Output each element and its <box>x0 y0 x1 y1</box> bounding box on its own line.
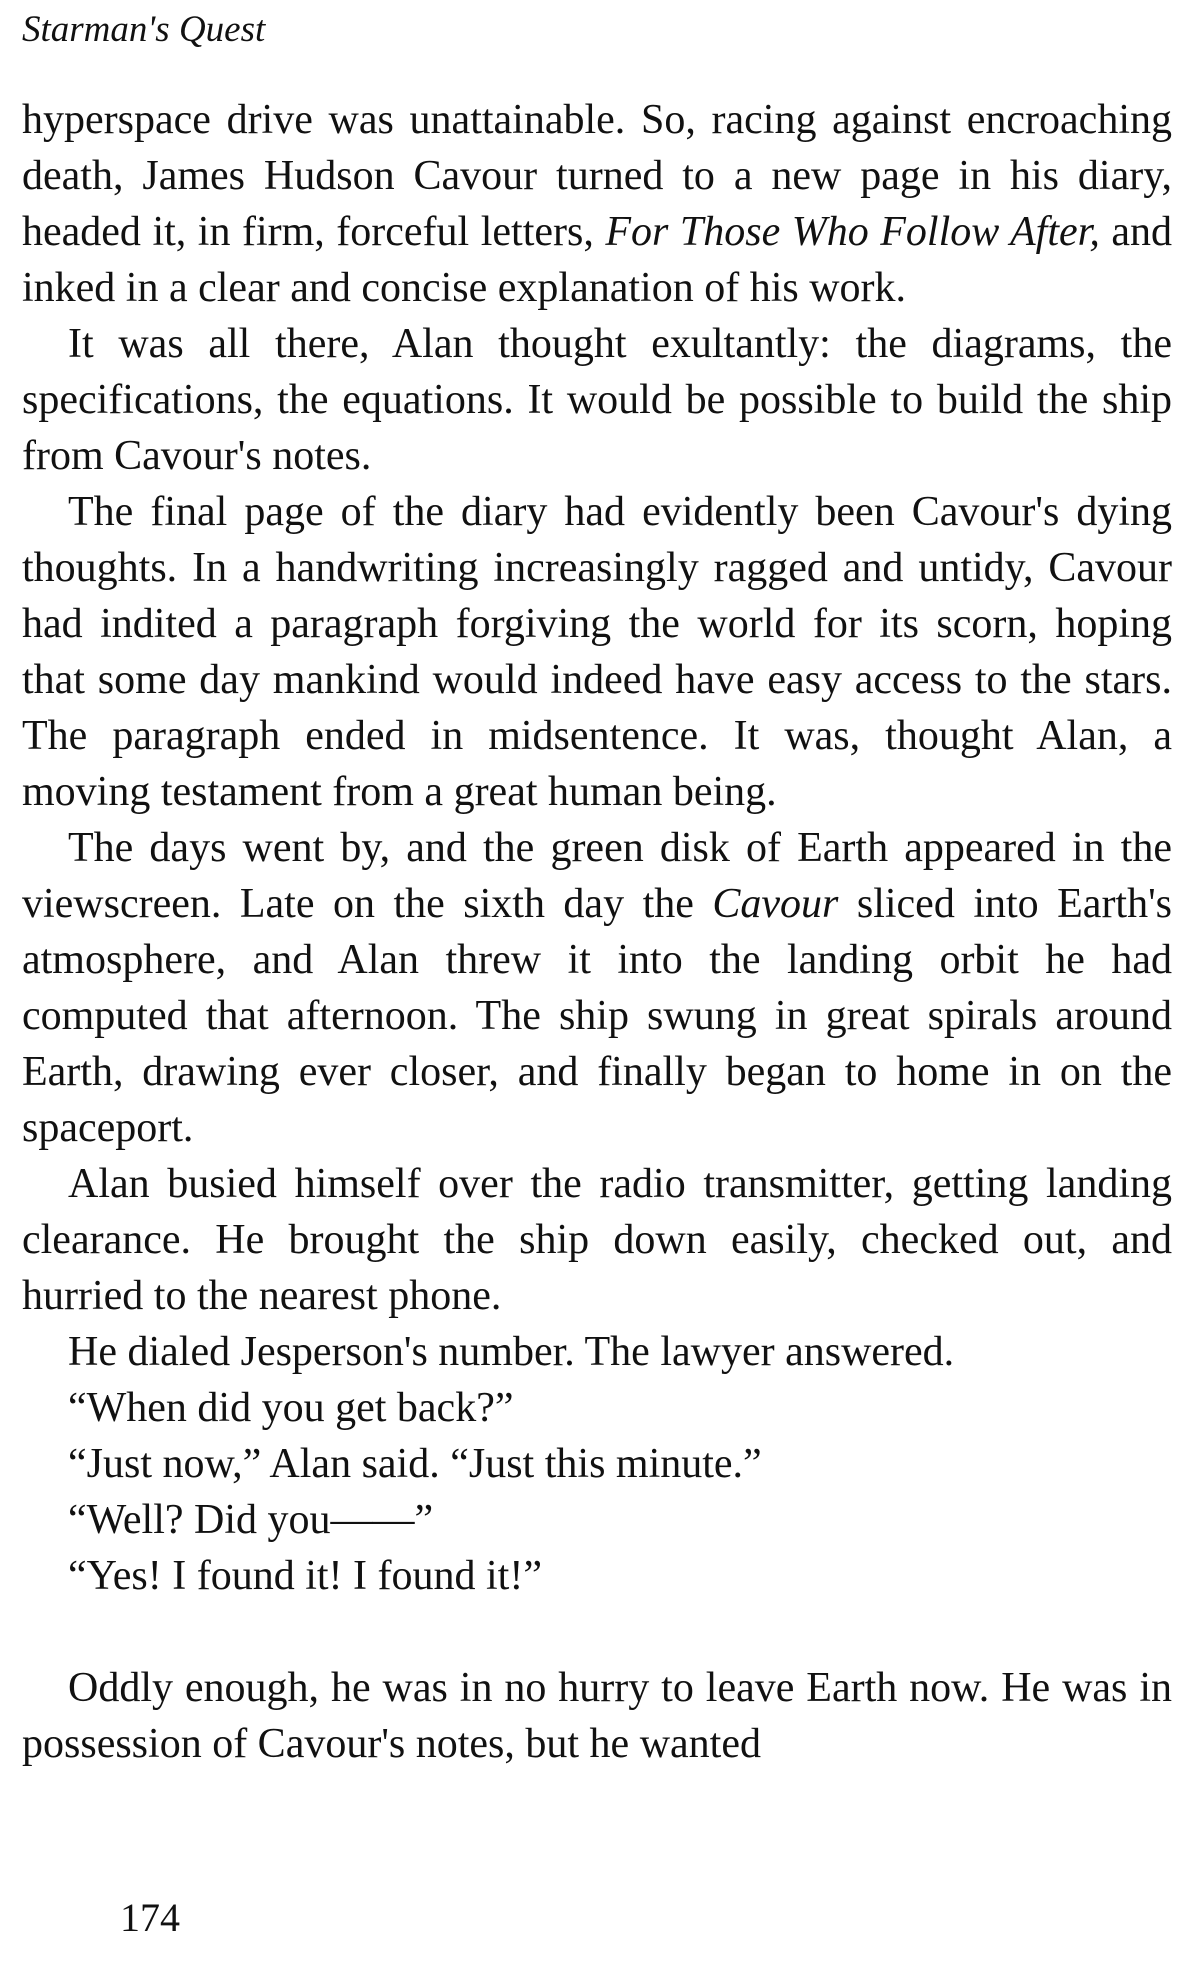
paragraph-2: It was all there, Alan thought exultantly: the diagrams, the specifications, the equations. It would be possible to build the ship from Cavour's notes. <box>22 321 1172 479</box>
dialogue-line-3: “Well? Did you——” <box>68 1497 434 1543</box>
paragraph-final: Oddly enough, he was in no hurry to leave Earth now. He was in possession of Cavour's notes, but he wanted <box>22 1665 1172 1767</box>
dialogue-line-2: “Just now,” Alan said. “Just this minute.” <box>68 1441 762 1487</box>
paragraph-6: He dialed Jesperson's number. The lawyer answered. <box>68 1329 955 1375</box>
dialogue-line-4: “Yes! I found it! I found it!” <box>68 1553 542 1599</box>
paragraph-1: hyperspace drive was unattainable. So, racing against encroaching death, James Hudson Cavour turned to a new page in his diary, headed it, in firm, forceful letters, For Those Who Follow After, and inked in a clear and concise explanation of his work. <box>22 97 1172 311</box>
diary-heading-italic: For Those Who Follow After, <box>605 209 1100 255</box>
paragraph-3: The final page of the diary had evidently been Cavour's dying thoughts. In a handwriting increasingly ragged and untidy, Cavour had indited a paragraph forgiving the world for its scorn, hoping that some day mankind would indeed have easy access to the stars. The paragraph ended in midsentence. It was, thought Alan, a moving testament from a great human being. <box>22 489 1172 815</box>
page-number: 174 <box>120 1895 180 1940</box>
dialogue-line-1: “When did you get back?” <box>68 1385 514 1431</box>
section-break <box>22 1604 1172 1660</box>
running-head: Starman's Quest <box>22 9 266 50</box>
body-text <box>22 92 1172 1772</box>
ship-name-italic: Cavour <box>712 881 839 927</box>
paragraph-4: The days went by, and the green disk of Earth appeared in the viewscreen. Late on the sixth day the Cavour sliced into Earth's atmosphere, and Alan threw it into the landing orbit he had computed that afternoon. The ship swung in great spirals around Earth, drawing ever closer, and finally began to home in on the spaceport. <box>22 825 1173 1151</box>
paragraph-5: Alan busied himself over the radio transmitter, getting landing clearance. He brought the ship down easily, checked out, and hurried to the nearest phone. <box>22 1161 1172 1319</box>
